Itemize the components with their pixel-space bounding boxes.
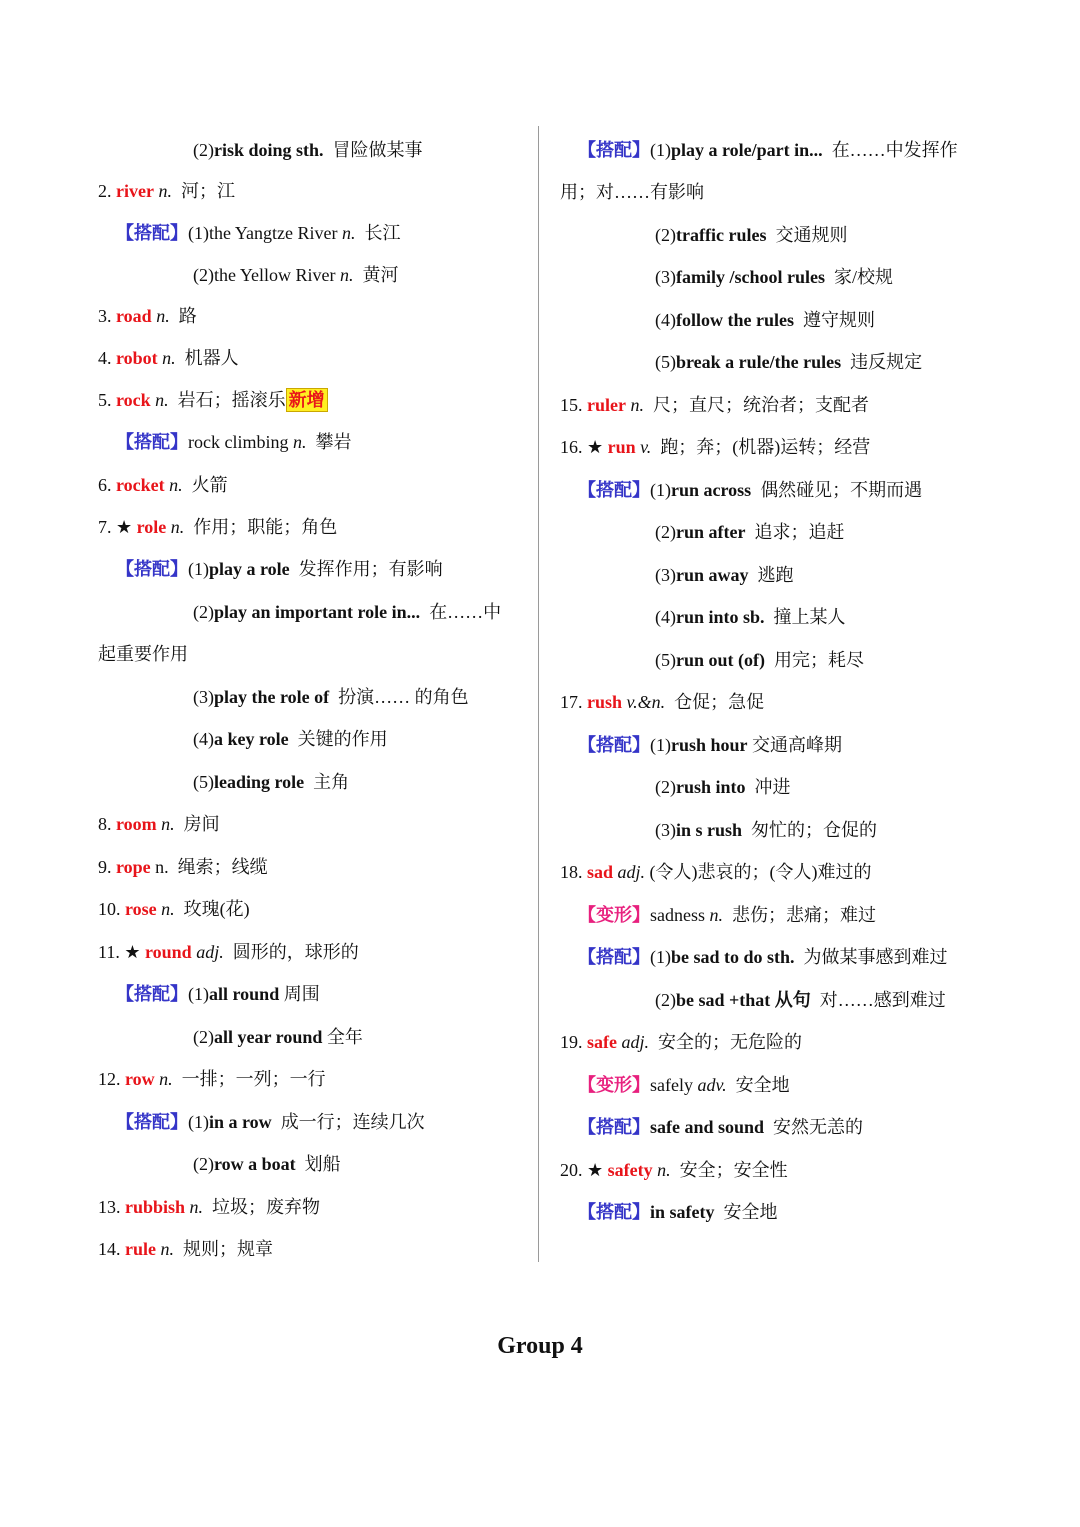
headword: ruler xyxy=(587,395,626,415)
entry-rope: 9. rope n. 绳索；线缆 xyxy=(98,857,268,877)
headword: sad xyxy=(587,862,614,882)
collocation-line: 【搭配】(1)all round 周围 xyxy=(116,984,320,1004)
tag-collocation: 【搭配】 xyxy=(116,432,188,452)
entry-river: 2. river n. 河；江 xyxy=(98,181,235,201)
collocation-line: 【搭配】rock climbing n. 攀岩 xyxy=(116,432,352,452)
headword: rocket xyxy=(116,475,165,495)
tag-collocation: 【搭配】 xyxy=(578,140,650,160)
collocation-line: 【搭配】(1)in a row 成一行；连续几次 xyxy=(116,1112,425,1132)
headword: room xyxy=(116,814,157,834)
variant-line: 【变形】safely adv. 安全地 xyxy=(578,1075,790,1095)
collocation-line: (5)run out (of) 用完；耗尽 xyxy=(655,650,864,670)
collocation-line: 【搭配】(1)rush hour 交通高峰期 xyxy=(578,735,843,755)
entry-round: 11. ★ round adj. 圆形的，球形的 xyxy=(98,942,359,962)
tag-collocation: 【搭配】 xyxy=(578,1202,650,1222)
entry-road: 3. road n. 路 xyxy=(98,306,197,326)
group-title: Group 4 xyxy=(497,1333,583,1359)
entry-sad: 18. sad adj. (令人)悲哀的；(令人)难过的 xyxy=(560,862,872,882)
headword: row xyxy=(125,1069,155,1089)
new-badge: 新增 xyxy=(286,388,328,412)
headword: road xyxy=(116,306,152,326)
entry-safety: 20. ★ safety n. 安全；安全性 xyxy=(560,1160,788,1180)
continuation-line: 起重要作用 xyxy=(98,644,188,664)
headword: river xyxy=(116,181,154,201)
entry-rose: 10. rose n. 玫瑰(花) xyxy=(98,899,250,919)
tag-collocation: 【搭配】 xyxy=(578,735,650,755)
entry-role: 7. ★ role n. 作用；职能；角色 xyxy=(98,517,338,537)
headword: rush xyxy=(587,692,623,712)
collocation-line: 【搭配】in safety 安全地 xyxy=(578,1202,778,1222)
entry-rubbish: 13. rubbish n. 垃圾；废弃物 xyxy=(98,1197,321,1217)
entry-rock: 5. rock n. 岩石；摇滚乐 新增 xyxy=(98,388,328,412)
entry-room: 8. room n. 房间 xyxy=(98,814,220,834)
collocation-line: (3)play the role of 扮演…… 的角色 xyxy=(193,687,469,707)
collocation-line: 【搭配】(1)play a role/part in... 在……中发挥作 xyxy=(578,140,958,160)
collocation-line: (4)follow the rules 遵守规则 xyxy=(655,310,875,330)
headword: round xyxy=(144,942,192,962)
collocation-line: (3)run away 逃跑 xyxy=(655,565,794,585)
entry-safe: 19. safe adj. 安全的；无危险的 xyxy=(560,1032,803,1052)
headword: rock xyxy=(116,390,151,410)
headword: rule xyxy=(125,1239,156,1259)
headword: run xyxy=(607,437,636,457)
collocation-line: (5)leading role 主角 xyxy=(193,772,350,792)
entry-run: 16. ★ run v. 跑；奔；(机器)运转；经营 xyxy=(560,437,871,457)
collocation-line: (3)family /school rules 家/校规 xyxy=(655,267,894,287)
collocation-line: 【搭配】(1)be sad to do sth. 为做某事感到难过 xyxy=(578,947,948,967)
tag-collocation: 【搭配】 xyxy=(578,480,650,500)
collocation-line: (3)in s rush 匆忙的；仓促的 xyxy=(655,820,878,840)
star-icon: ★ xyxy=(587,437,604,457)
collocation-line: 【搭配】(1)play a role 发挥作用；有影响 xyxy=(116,559,443,579)
star-icon: ★ xyxy=(587,1160,604,1180)
variant-line: 【变形】sadness n. 悲伤；悲痛；难过 xyxy=(578,905,876,925)
collocation-line: (4)a key role 关键的作用 xyxy=(193,729,388,749)
headword: rose xyxy=(125,899,157,919)
tag-collocation: 【搭配】 xyxy=(116,223,188,243)
tag-collocation: 【搭配】 xyxy=(116,559,188,579)
tag-variant: 【变形】 xyxy=(578,1075,650,1095)
headword: rope xyxy=(116,857,151,877)
collocation-line: (2)traffic rules 交通规则 xyxy=(655,225,848,245)
collocation-line: (2)row a boat 划船 xyxy=(193,1154,341,1174)
tag-collocation: 【搭配】 xyxy=(578,1117,650,1137)
tag-collocation: 【搭配】 xyxy=(116,984,188,1004)
collocation-line: (4)run into sb. 撞上某人 xyxy=(655,607,846,627)
collocation-line: 【搭配】(1)run across 偶然碰见；不期而遇 xyxy=(578,480,923,500)
collocation-line: (2)play an important role in... 在……中 xyxy=(193,602,502,622)
continuation-line: 用；对……有影响 xyxy=(560,182,704,202)
entry-ruler: 15. ruler n. 尺；直尺；统治者；支配者 xyxy=(560,395,869,415)
tag-collocation: 【搭配】 xyxy=(578,947,650,967)
entry-rule: 14. rule n. 规则；规章 xyxy=(98,1239,273,1259)
star-icon: ★ xyxy=(116,517,133,537)
collocation-line: 【搭配】(1)the Yangtze River n. 长江 xyxy=(116,223,401,243)
entry-rocket: 6. rocket n. 火箭 xyxy=(98,475,228,495)
headword: rubbish xyxy=(125,1197,186,1217)
entry-row: 12. row n. 一排；一列；一行 xyxy=(98,1069,326,1089)
entry-rush: 17. rush v.&n. 仓促；急促 xyxy=(560,692,765,712)
collocation-line: (5)break a rule/the rules 违反规定 xyxy=(655,352,923,372)
tag-collocation: 【搭配】 xyxy=(116,1112,188,1132)
tag-variant: 【变形】 xyxy=(578,905,650,925)
collocation-line: (2)all year round 全年 xyxy=(193,1027,363,1047)
entry-robot: 4. robot n. 机器人 xyxy=(98,348,239,368)
collocation-line: (2)run after 追求；追赶 xyxy=(655,522,845,542)
star-icon: ★ xyxy=(124,942,141,962)
headword: safe xyxy=(587,1032,617,1052)
collocation-line: (2)rush into 冲进 xyxy=(655,777,791,797)
collocation-line: (2)be sad +that 从句 对……感到难过 xyxy=(655,990,946,1010)
headword: safety xyxy=(607,1160,653,1180)
collocation-line: (2)risk doing sth. 冒险做某事 xyxy=(193,140,423,160)
headword: role xyxy=(136,517,167,537)
column-divider xyxy=(538,126,539,1262)
collocation-line: 【搭配】safe and sound 安然无恙的 xyxy=(578,1117,864,1137)
collocation-line: (2)the Yellow River n. 黄河 xyxy=(193,265,399,285)
headword: robot xyxy=(116,348,158,368)
